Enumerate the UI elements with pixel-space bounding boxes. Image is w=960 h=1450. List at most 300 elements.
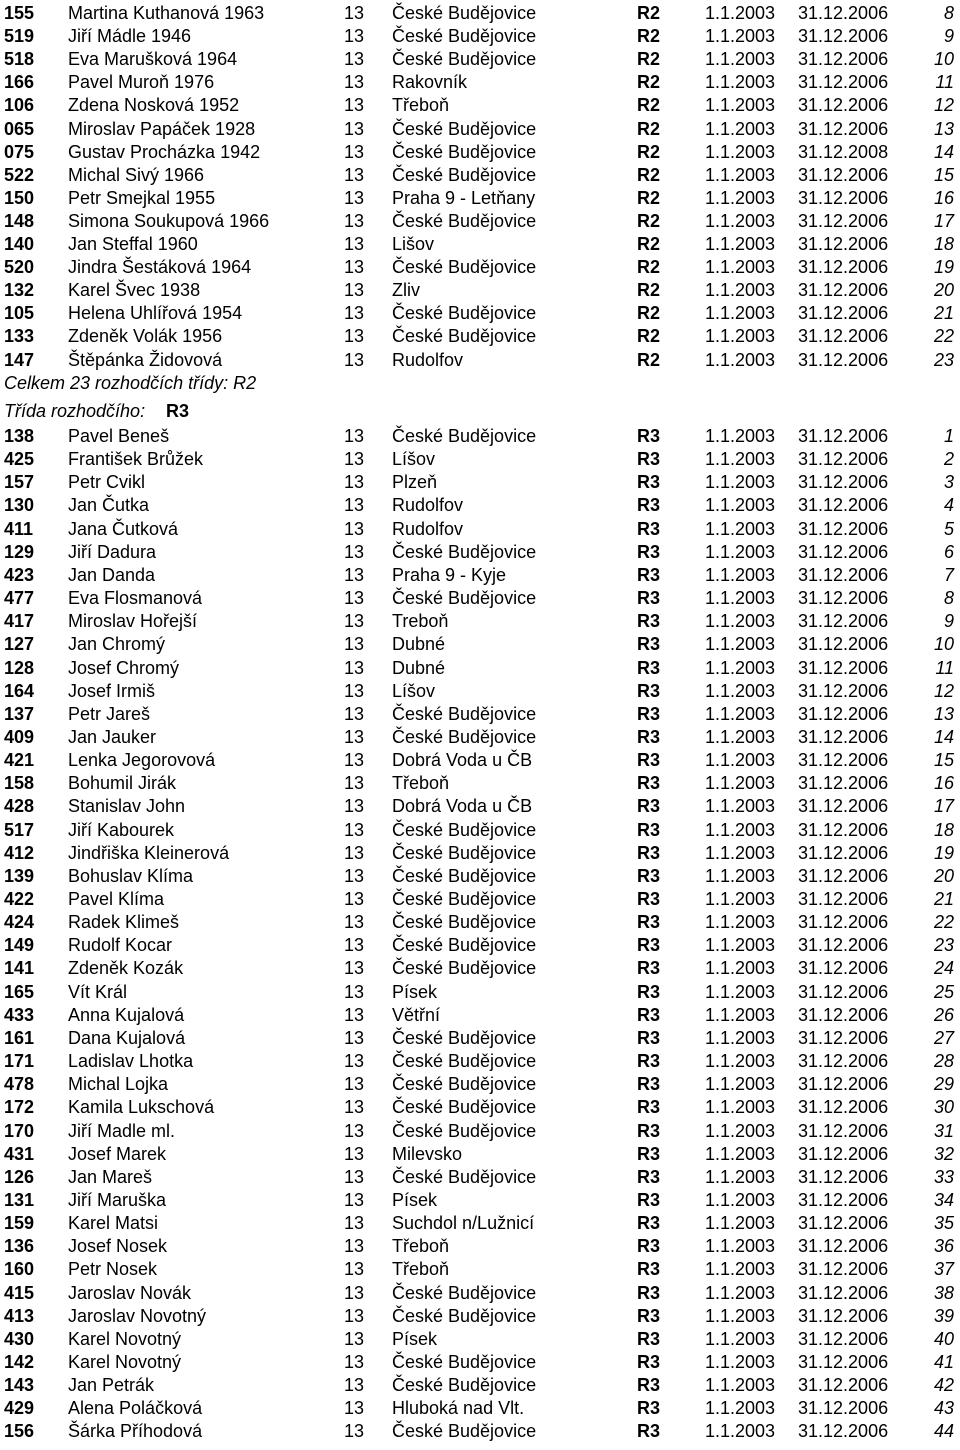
city: Rudolfov — [392, 495, 464, 516]
valid-from: 1.1.2003 — [705, 1074, 776, 1095]
city: České Budějovice — [392, 303, 537, 324]
valid-from: 1.1.2003 — [705, 187, 776, 208]
city: České Budějovice — [392, 1074, 537, 1095]
referee-class: R3 — [637, 495, 661, 516]
city: Třeboň — [392, 1236, 450, 1257]
order-number: 26 — [933, 1004, 954, 1025]
valid-to: 31.12.2006 — [798, 981, 889, 1002]
city: České Budějovice — [392, 588, 537, 609]
region-code: 13 — [344, 1398, 365, 1419]
table-row — [0, 587, 960, 610]
referee-class: R3 — [637, 819, 661, 840]
order-number: 10 — [933, 634, 954, 655]
valid-from: 1.1.2003 — [705, 726, 776, 747]
referee-class: R3 — [637, 1027, 661, 1048]
region-code: 13 — [344, 541, 365, 562]
r2-summary: Celkem 23 rozhodčích třídy: R2 — [4, 373, 257, 393]
referee-id: 149 — [4, 935, 35, 956]
order-number: 2 — [943, 449, 954, 470]
referee-name: Michal Sivý 1966 — [68, 164, 205, 185]
table-row — [0, 1120, 960, 1143]
referee-name: Michal Lojka — [68, 1074, 169, 1095]
referee-name: Karel Matsi — [68, 1213, 159, 1234]
referee-id: 409 — [4, 726, 35, 747]
table-row — [0, 1050, 960, 1073]
referee-class: R2 — [637, 349, 661, 370]
referee-name: Josef Nosek — [68, 1236, 168, 1257]
r3-class-header — [4, 400, 190, 423]
valid-from: 1.1.2003 — [705, 865, 776, 886]
region-code: 13 — [344, 210, 365, 231]
referee-id: 517 — [4, 819, 35, 840]
valid-from: 1.1.2003 — [705, 541, 776, 562]
region-code: 13 — [344, 49, 365, 70]
valid-from: 1.1.2003 — [705, 234, 776, 254]
valid-from: 1.1.2003 — [705, 981, 776, 1002]
referee-id: 415 — [4, 1282, 35, 1303]
referee-class: R3 — [637, 726, 661, 747]
referee-id: 518 — [4, 49, 35, 70]
referee-class: R3 — [637, 634, 661, 655]
referee-class: R2 — [637, 303, 661, 324]
valid-from: 1.1.2003 — [705, 1236, 776, 1257]
region-code: 13 — [344, 234, 365, 254]
referee-name: Jiří Mádle 1946 — [68, 26, 192, 47]
referee-name: Alena Poláčková — [68, 1398, 203, 1419]
valid-to: 31.12.2006 — [798, 303, 889, 324]
valid-to: 31.12.2006 — [798, 1213, 889, 1234]
order-number: 8 — [943, 3, 954, 23]
valid-from: 1.1.2003 — [705, 1305, 776, 1326]
region-code: 13 — [344, 1352, 365, 1372]
order-number: 1 — [943, 426, 954, 446]
referee-class: R3 — [637, 750, 661, 771]
region-code: 13 — [344, 280, 365, 301]
table-row — [0, 541, 960, 564]
city: Písek — [392, 981, 438, 1002]
referee-id: 165 — [4, 981, 35, 1002]
valid-to: 31.12.2006 — [798, 280, 889, 301]
table-row — [0, 795, 960, 818]
valid-from: 1.1.2003 — [705, 472, 776, 493]
referee-id: 411 — [4, 518, 34, 539]
referee-id: 127 — [4, 634, 35, 655]
valid-to: 31.12.2006 — [798, 234, 889, 254]
referee-name: Pavel Beneš — [68, 426, 170, 446]
order-number: 22 — [933, 912, 954, 933]
city: České Budějovice — [392, 49, 537, 70]
valid-from: 1.1.2003 — [705, 634, 776, 655]
valid-from: 1.1.2003 — [705, 842, 776, 863]
table-row — [0, 1397, 960, 1420]
region-code: 13 — [344, 495, 365, 516]
valid-to: 31.12.2006 — [798, 1120, 889, 1141]
referee-class: R3 — [637, 1097, 661, 1118]
city: Dobrá Voda u ČB — [392, 750, 533, 771]
city: Milevsko — [392, 1143, 463, 1164]
referee-name: Petr Smejkal 1955 — [68, 187, 216, 208]
table-row — [0, 911, 960, 934]
order-number: 21 — [933, 889, 954, 909]
region-code: 13 — [344, 819, 365, 840]
city: České Budějovice — [392, 819, 537, 840]
table-row — [0, 48, 960, 71]
city: Písek — [392, 1328, 438, 1349]
table-row — [0, 279, 960, 302]
class-header-value: R3 — [166, 401, 190, 421]
referee-class: R3 — [637, 1421, 661, 1442]
referee-class: R3 — [637, 1004, 661, 1025]
region-code: 13 — [344, 1236, 365, 1257]
valid-to: 31.12.2006 — [798, 72, 889, 93]
city: Suchdol n/Lužnicí — [392, 1213, 535, 1234]
valid-to: 31.12.2006 — [798, 680, 889, 701]
referee-id: 164 — [4, 680, 35, 701]
valid-from: 1.1.2003 — [705, 819, 776, 840]
valid-from: 1.1.2003 — [705, 1352, 776, 1372]
referee-id: 171 — [4, 1051, 35, 1072]
region-code: 13 — [344, 796, 365, 817]
referee-name: Šárka Příhodová — [68, 1421, 203, 1442]
order-number: 42 — [933, 1375, 954, 1396]
referee-id: 142 — [4, 1352, 35, 1372]
referee-name: Karel Švec 1938 — [68, 280, 201, 301]
valid-from: 1.1.2003 — [705, 141, 776, 162]
valid-to: 31.12.2006 — [798, 426, 889, 446]
referee-id: 412 — [4, 842, 35, 863]
valid-from: 1.1.2003 — [705, 564, 776, 585]
valid-to: 31.12.2006 — [798, 564, 889, 585]
city: České Budějovice — [392, 1166, 537, 1187]
table-row — [0, 302, 960, 325]
valid-to: 31.12.2006 — [798, 1189, 889, 1210]
referee-name: Petr Cvikl — [68, 472, 146, 493]
city: České Budějovice — [392, 541, 537, 562]
referee-name: Jan Jauker — [68, 726, 157, 747]
order-number: 10 — [933, 49, 954, 70]
referee-id: 065 — [4, 118, 35, 139]
referee-class: R3 — [637, 796, 661, 817]
city: České Budějovice — [392, 889, 537, 909]
table-row — [0, 71, 960, 94]
order-number: 28 — [933, 1051, 954, 1072]
valid-to: 31.12.2006 — [798, 1259, 889, 1280]
referee-class: R3 — [637, 1166, 661, 1187]
city: Rudolfov — [392, 518, 464, 539]
referee-id: 158 — [4, 773, 35, 794]
city: České Budějovice — [392, 912, 537, 933]
valid-to: 31.12.2006 — [798, 1282, 889, 1303]
table-row — [0, 703, 960, 726]
region-code: 13 — [344, 842, 365, 863]
referee-name: Zdeněk Volák 1956 — [68, 326, 223, 347]
table-row — [0, 256, 960, 279]
valid-to: 31.12.2006 — [798, 164, 889, 185]
order-number: 18 — [933, 819, 954, 840]
order-number: 17 — [933, 210, 954, 231]
referee-id: 422 — [4, 889, 35, 909]
order-number: 6 — [943, 541, 954, 562]
referee-class: R3 — [637, 1282, 661, 1303]
valid-from: 1.1.2003 — [705, 588, 776, 609]
referee-class: R2 — [637, 72, 661, 93]
referee-id: 170 — [4, 1120, 35, 1141]
referee-class: R2 — [637, 164, 661, 185]
order-number: 22 — [933, 326, 954, 347]
referee-id: 423 — [4, 564, 35, 585]
city: Dubné — [392, 634, 446, 655]
referee-id: 105 — [4, 303, 35, 324]
order-number: 11 — [935, 657, 954, 678]
referee-name: Lenka Jegorovová — [68, 750, 216, 771]
referee-class: R2 — [637, 26, 661, 47]
referee-id: 413 — [4, 1305, 35, 1326]
table-row — [0, 1212, 960, 1235]
referee-id: 130 — [4, 495, 35, 516]
referee-id: 155 — [4, 3, 35, 23]
referee-class: R3 — [637, 472, 661, 493]
valid-to: 31.12.2006 — [798, 842, 889, 863]
referee-class: R3 — [637, 426, 661, 446]
table-row — [0, 94, 960, 117]
order-number: 44 — [933, 1421, 954, 1442]
city: České Budějovice — [392, 3, 537, 23]
city: Hluboká nad Vlt. — [392, 1398, 525, 1419]
referee-class: R3 — [637, 657, 661, 678]
city: České Budějovice — [392, 164, 537, 185]
referee-id: 156 — [4, 1421, 35, 1442]
referee-class: R2 — [637, 49, 661, 70]
table-row — [0, 325, 960, 348]
table-row — [0, 1189, 960, 1212]
city: České Budějovice — [392, 141, 537, 162]
table-row — [0, 772, 960, 795]
referee-name: Kamila Lukschová — [68, 1097, 215, 1118]
referee-name: Bohumil Jirák — [68, 773, 177, 794]
city: České Budějovice — [392, 118, 537, 139]
referee-id: 425 — [4, 449, 35, 470]
region-code: 13 — [344, 1051, 365, 1072]
valid-to: 31.12.2006 — [798, 1375, 889, 1396]
region-code: 13 — [344, 26, 365, 47]
city: Třeboň — [392, 95, 450, 116]
table-row — [0, 233, 960, 256]
valid-from: 1.1.2003 — [705, 280, 776, 301]
city: Treboň — [392, 611, 449, 632]
valid-to: 31.12.2006 — [798, 611, 889, 632]
valid-to: 31.12.2006 — [798, 349, 889, 370]
table-row — [0, 494, 960, 517]
region-code: 13 — [344, 3, 365, 23]
referee-id: 128 — [4, 657, 35, 678]
city: České Budějovice — [392, 1375, 537, 1396]
valid-from: 1.1.2003 — [705, 935, 776, 956]
valid-to: 31.12.2006 — [798, 541, 889, 562]
referee-id: 159 — [4, 1213, 35, 1234]
valid-from: 1.1.2003 — [705, 703, 776, 724]
order-number: 37 — [933, 1259, 954, 1280]
region-code: 13 — [344, 118, 365, 139]
valid-from: 1.1.2003 — [705, 210, 776, 231]
valid-to: 31.12.2006 — [798, 3, 889, 23]
region-code: 13 — [344, 472, 365, 493]
referee-name: Karel Novotný — [68, 1352, 182, 1372]
order-number: 19 — [933, 257, 954, 278]
region-code: 13 — [344, 889, 365, 909]
referee-id: 131 — [4, 1189, 35, 1210]
referee-name: Miroslav Papáček 1928 — [68, 118, 256, 139]
referee-class: R3 — [637, 935, 661, 956]
table-row — [0, 657, 960, 680]
city: Líšov — [392, 449, 436, 470]
city: České Budějovice — [392, 726, 537, 747]
referee-name: Jindřiška Kleinerová — [68, 842, 230, 863]
referee-name: Jan Danda — [68, 564, 156, 585]
region-code: 13 — [344, 1004, 365, 1025]
order-number: 13 — [933, 118, 954, 139]
referee-class: R3 — [637, 981, 661, 1002]
valid-from: 1.1.2003 — [705, 1051, 776, 1072]
order-number: 36 — [933, 1236, 954, 1257]
table-row — [0, 633, 960, 656]
referee-id: 166 — [4, 72, 35, 93]
order-number: 14 — [933, 726, 954, 747]
valid-to: 31.12.2006 — [798, 187, 889, 208]
valid-to: 31.12.2006 — [798, 1027, 889, 1048]
referee-name: Pavel Muroň 1976 — [68, 72, 215, 93]
referee-name: Josef Marek — [68, 1143, 167, 1164]
city: České Budějovice — [392, 1097, 537, 1118]
valid-to: 31.12.2006 — [798, 1097, 889, 1118]
referee-id: 478 — [4, 1074, 35, 1095]
region-code: 13 — [344, 564, 365, 585]
referee-id: 157 — [4, 472, 35, 493]
table-row — [0, 210, 960, 233]
valid-to: 31.12.2006 — [798, 912, 889, 933]
referee-name: Dana Kujalová — [68, 1027, 186, 1048]
referee-id: 172 — [4, 1097, 35, 1118]
order-number: 12 — [933, 680, 954, 701]
referee-class: R3 — [637, 588, 661, 609]
table-row — [0, 448, 960, 471]
region-code: 13 — [344, 1027, 365, 1048]
city: České Budějovice — [392, 958, 537, 979]
table-row — [0, 1420, 960, 1443]
table-row — [0, 1235, 960, 1258]
referee-class: R3 — [637, 1213, 661, 1234]
valid-from: 1.1.2003 — [705, 796, 776, 817]
referee-class: R2 — [637, 118, 661, 139]
valid-from: 1.1.2003 — [705, 1282, 776, 1303]
referee-class: R3 — [637, 1259, 661, 1280]
referee-class: R2 — [637, 280, 661, 301]
order-number: 25 — [933, 981, 954, 1002]
referee-name: Jiří Maruška — [68, 1189, 167, 1210]
valid-from: 1.1.2003 — [705, 1004, 776, 1025]
referee-name: Jan Petrák — [68, 1375, 155, 1396]
city: Praha 9 - Kyje — [392, 564, 507, 585]
referee-class: R2 — [637, 210, 661, 231]
referee-name: Jan Steffal 1960 — [68, 234, 198, 254]
referee-class: R3 — [637, 1305, 661, 1326]
table-row — [0, 1305, 960, 1328]
order-number: 34 — [933, 1189, 954, 1210]
table-row — [0, 957, 960, 980]
order-number: 18 — [933, 234, 954, 254]
region-code: 13 — [344, 726, 365, 747]
region-code: 13 — [344, 1120, 365, 1141]
order-number: 31 — [933, 1120, 954, 1141]
referee-id: 148 — [4, 210, 35, 231]
table-row — [0, 1166, 960, 1189]
table-row — [0, 1027, 960, 1050]
valid-to: 31.12.2006 — [798, 750, 889, 771]
order-number: 12 — [933, 95, 954, 116]
region-code: 13 — [344, 773, 365, 794]
region-code: 13 — [344, 865, 365, 886]
referee-class: R2 — [637, 326, 661, 347]
region-code: 13 — [344, 634, 365, 655]
valid-from: 1.1.2003 — [705, 611, 776, 632]
region-code: 13 — [344, 750, 365, 771]
table-row — [0, 1328, 960, 1351]
table-row — [0, 934, 960, 957]
valid-to: 31.12.2006 — [798, 588, 889, 609]
order-number: 16 — [933, 187, 954, 208]
referee-name: František Brůžek — [68, 449, 204, 470]
referee-class: R3 — [637, 865, 661, 886]
referee-class: R3 — [637, 1143, 661, 1164]
valid-from: 1.1.2003 — [705, 26, 776, 47]
region-code: 13 — [344, 680, 365, 701]
valid-to: 31.12.2006 — [798, 657, 889, 678]
valid-to: 31.12.2006 — [798, 1236, 889, 1257]
table-row — [0, 25, 960, 48]
valid-from: 1.1.2003 — [705, 164, 776, 185]
referee-class: R3 — [637, 912, 661, 933]
referee-name: Jan Čutka — [68, 495, 150, 516]
region-code: 13 — [344, 1421, 365, 1442]
referee-id: 129 — [4, 541, 35, 562]
valid-from: 1.1.2003 — [705, 118, 776, 139]
table-row — [0, 1258, 960, 1281]
class-header-label: Třída rozhodčího: — [4, 401, 146, 421]
referee-name: Miroslav Hořejší — [68, 611, 198, 632]
referee-name: Radek Klimeš — [68, 912, 180, 933]
referee-class: R2 — [637, 95, 661, 116]
table-row — [0, 680, 960, 703]
table-row — [0, 865, 960, 888]
referee-name: Stanislav John — [68, 796, 186, 817]
table-row — [0, 1143, 960, 1166]
valid-to: 31.12.2006 — [798, 1305, 889, 1326]
referee-name: Vít Král — [68, 981, 128, 1002]
region-code: 13 — [344, 1259, 365, 1280]
table-row — [0, 1374, 960, 1397]
city: České Budějovice — [392, 1352, 537, 1372]
city: České Budějovice — [392, 842, 537, 863]
referee-id: 519 — [4, 26, 35, 47]
valid-from: 1.1.2003 — [705, 257, 776, 278]
referee-id: 106 — [4, 95, 35, 116]
order-number: 23 — [933, 935, 954, 956]
city: České Budějovice — [392, 257, 537, 278]
order-number: 14 — [933, 141, 954, 162]
referee-name: Josef Irmiš — [68, 680, 156, 701]
order-number: 27 — [933, 1027, 954, 1048]
city: České Budějovice — [392, 1282, 537, 1303]
referee-class: R2 — [637, 234, 661, 254]
